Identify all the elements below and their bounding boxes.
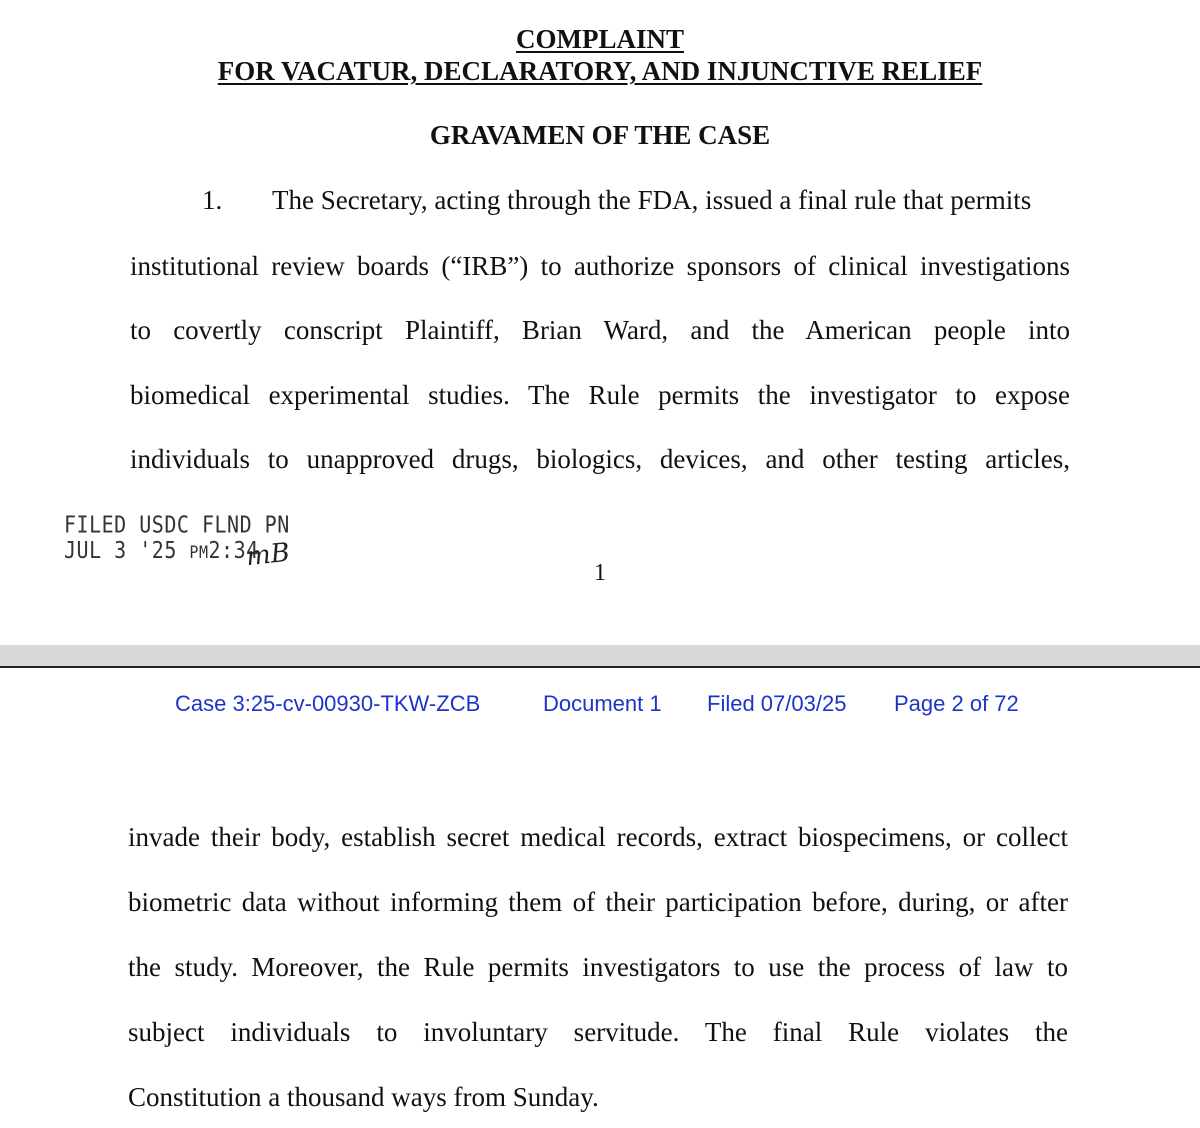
- filed-date: Filed 07/03/25: [707, 691, 847, 716]
- stamp-time: 2:34: [208, 536, 259, 564]
- page-separator: [0, 645, 1200, 668]
- stamp-line-1: FILED USDC FLND PN: [64, 510, 290, 539]
- page-number: 1: [594, 560, 606, 586]
- paragraph-line: to covertly conscript Plaintiff, Brian Ward, and the American people into: [130, 315, 1070, 345]
- title-line-1: COMPLAINT: [516, 24, 684, 54]
- stamp-date: JUL 3 '25: [64, 536, 177, 564]
- paragraph-line: Constitution a thousand ways from Sunday.: [128, 1082, 599, 1112]
- case-number: Case 3:25-cv-00930-TKW-ZCB: [175, 691, 481, 716]
- title-line-2: FOR VACATUR, DECLARATORY, AND INJUNCTIVE RELIEF: [217, 56, 983, 86]
- handwritten-initials: mB: [244, 537, 292, 573]
- document-label: Document 1: [543, 691, 662, 716]
- separator-shadow: [0, 666, 1200, 668]
- page-count: Page 2 of 72: [894, 691, 1019, 716]
- paragraph-text: The Secretary, acting through the FDA, issued a final rule that permits: [272, 185, 1032, 215]
- paragraph-line: [130, 184, 1070, 216]
- stamp-time-prefix: PM: [189, 541, 209, 563]
- paragraph-line: subject individuals to involuntary servitude. The final Rule violates the: [128, 1017, 1068, 1047]
- paragraph-line: invade their body, establish secret medical records, extract biospecimens, or collect: [128, 822, 1068, 852]
- paragraph-line: the study. Moreover, the Rule permits investigators to use the process of law to: [128, 952, 1068, 982]
- paragraph-number: 1.: [202, 185, 223, 215]
- paragraph-line: individuals to unapproved drugs, biologics, devices, and other testing articles,: [130, 444, 1070, 474]
- paragraph-line: biomedical experimental studies. The Rule permits the investigator to expose: [130, 380, 1070, 410]
- paragraph-line: biometric data without informing them of their participation before, during, or after: [128, 887, 1068, 917]
- section-heading-text: GRAVAMEN OF THE CASE: [429, 120, 771, 150]
- paragraph-line: institutional review boards (“IRB”) to authorize sponsors of clinical investigations: [130, 251, 1070, 281]
